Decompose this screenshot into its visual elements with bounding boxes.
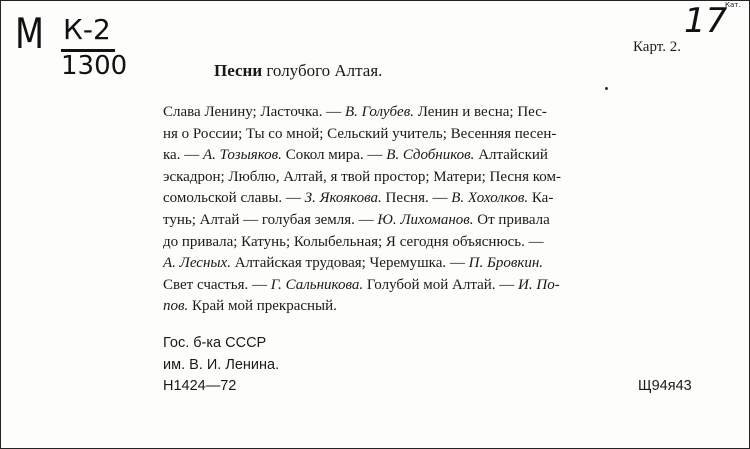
song-titles: ня о России; Ты со мной; Сельский учитель; Весенняя песен- xyxy=(163,125,557,142)
author-name: А. Лесных. xyxy=(163,255,231,272)
song-titles: сомольской славы. — xyxy=(163,190,305,207)
song-titles: Сокол мира. — xyxy=(281,147,387,164)
author-name: И. По- xyxy=(518,276,560,293)
contents-line xyxy=(163,188,713,210)
handwritten-number: 1300 xyxy=(61,51,128,81)
imprint-line-2: им. В. И. Ленина. xyxy=(163,357,280,373)
song-titles: Алтайская трудовая; Черемушка. — xyxy=(230,255,469,272)
song-titles: эскадрон; Люблю, Алтай, я твой простор; Матери; Песня ком- xyxy=(163,168,561,185)
song-titles: ка. — xyxy=(163,147,203,164)
contents-line xyxy=(163,275,713,297)
contents-line xyxy=(163,296,713,318)
handwritten-shelf-code: К-2 xyxy=(63,13,111,46)
author-name: Г. Сальникова. xyxy=(270,276,364,293)
author-name: пов. xyxy=(163,298,189,315)
song-titles: до привала; Катунь; Колыбельная; Я сегодня объяснюсь. — xyxy=(163,233,544,250)
contents-line xyxy=(163,253,713,275)
title-bold: Песни xyxy=(214,61,263,80)
song-titles: Слава Ленину; Ласточка. — xyxy=(163,104,345,120)
index-number: Н1424—72 xyxy=(163,378,237,394)
imprint-line-1: Гос. б-ка СССР xyxy=(163,335,267,351)
song-titles: Свет счастья. — xyxy=(163,276,271,293)
song-titles: Песня. — xyxy=(381,190,452,207)
ink-dot xyxy=(605,87,608,90)
author-name: В. Голубев. xyxy=(344,104,414,120)
author-name: В. Хохолков. xyxy=(451,190,529,207)
handwritten-page-number: 17 xyxy=(684,1,728,41)
song-titles: Край мой прекрасный. xyxy=(188,298,337,315)
contents-line xyxy=(163,124,713,146)
contents-line xyxy=(163,167,713,189)
author-name: П. Бровкин. xyxy=(468,255,544,272)
handwritten-letter: М xyxy=(15,9,44,58)
contents-line xyxy=(163,102,713,124)
author-name: В. Сдобников. xyxy=(386,147,475,164)
author-name: А. Тозыяков. xyxy=(202,147,282,164)
contents-text xyxy=(163,102,713,318)
song-titles: Ка- xyxy=(528,190,554,207)
title-rest: голубого Алтая. xyxy=(262,61,383,80)
contents-line xyxy=(163,232,713,254)
card-title xyxy=(214,61,382,81)
contents-line xyxy=(163,145,713,167)
song-titles: Ленин и весна; Пес- xyxy=(413,104,547,120)
library-imprint xyxy=(163,332,279,376)
author-name: Ю. Лихоманов. xyxy=(377,211,474,228)
handwritten-page-note: Кат. xyxy=(725,1,741,9)
song-titles: Алтайский xyxy=(474,147,548,164)
song-titles: Голубой мой Алтай. — xyxy=(363,276,519,293)
song-titles: тунь; Алтай — голубая земля. — xyxy=(163,211,378,228)
author-name: З. Якоякова. xyxy=(304,190,382,207)
card-number: Карт. 2. xyxy=(633,39,681,55)
order-code: Щ94я43 xyxy=(638,378,692,394)
contents-line xyxy=(163,210,713,232)
song-titles: От привала xyxy=(473,211,550,228)
